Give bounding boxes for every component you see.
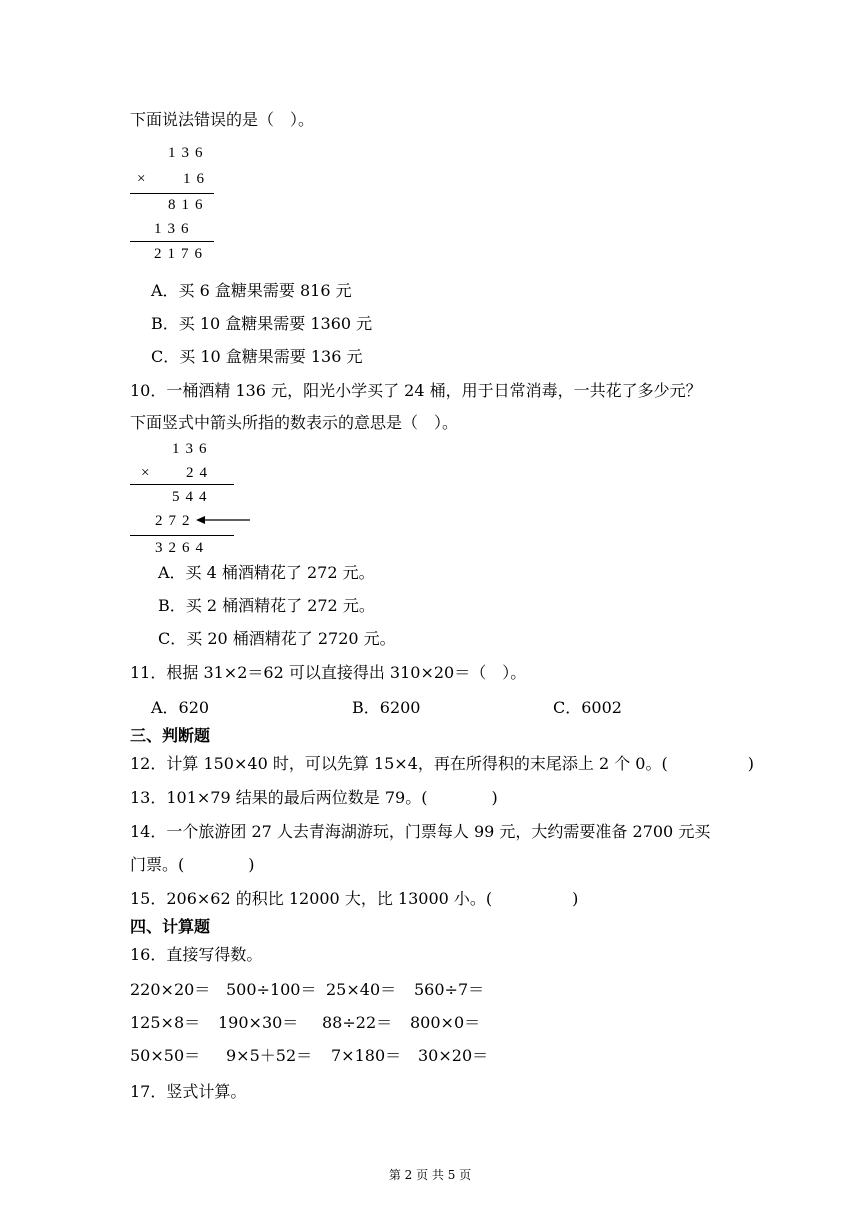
q16-item: 9×5＋52＝ bbox=[226, 1046, 313, 1065]
q9-option-a: A．买 6 盒糖果需要 816 元 bbox=[151, 281, 352, 300]
q10-line-1: 10．一桶酒精 136 元，阳光小学买了 24 桶，用于日常消毒，一共花了多少元？ bbox=[130, 381, 702, 400]
q16-item: 25×40＝ bbox=[326, 980, 397, 999]
q11-option-b: B．6200 bbox=[352, 698, 421, 717]
q11-option-a: A．620 bbox=[151, 698, 210, 717]
q12: 12．计算 150×40 时，可以先算 15×4，再在所得积的末尾添上 2 个 0。( ) bbox=[130, 754, 754, 773]
q9-partial-2: 136 bbox=[154, 221, 195, 237]
q9-stem: 下面说法错误的是（ ）。 bbox=[130, 110, 315, 129]
q9-partial-1: 816 bbox=[168, 197, 209, 213]
q10-option-b: B．买 2 桶酒精花了 272 元。 bbox=[158, 596, 375, 615]
q17-stem: 17．竖式计算。 bbox=[130, 1082, 247, 1101]
q11-stem: 11．根据 31×2＝62 可以直接得出 310×20＝（ ）。 bbox=[130, 663, 527, 682]
q16-item: 560÷7＝ bbox=[414, 980, 485, 999]
q9-total: 2176 bbox=[154, 246, 208, 262]
q15: 15．206×62 的积比 12000 大，比 13000 小。( ) bbox=[130, 889, 579, 908]
q16-item: 125×8＝ bbox=[130, 1013, 201, 1032]
section-4-title: 四、计算题 bbox=[130, 917, 211, 936]
q16-item: 500÷100＝ bbox=[226, 980, 317, 999]
q10-partial-1: 544 bbox=[172, 489, 213, 505]
q10-partial-2: 272 bbox=[155, 513, 196, 529]
q14-line-1: 14．一个旅游团 27 人去青海湖游玩，门票每人 99 元，大约需要准备 2700 元买 bbox=[130, 822, 711, 841]
q10-times-sign: × bbox=[141, 465, 150, 481]
q11-option-c: C．6002 bbox=[553, 698, 622, 717]
q9-row1: 136 bbox=[168, 145, 209, 161]
q9-times-sign: × bbox=[137, 171, 146, 187]
q16-item: 88÷22＝ bbox=[322, 1013, 393, 1032]
q10-rule-2 bbox=[130, 535, 234, 536]
q10-row1: 136 bbox=[172, 441, 213, 457]
q10-line-2: 下面竖式中箭头所指的数表示的意思是（ ）。 bbox=[130, 413, 459, 432]
q9-option-c: C．买 10 盒糖果需要 136 元 bbox=[151, 347, 363, 366]
q10-option-c: C．买 20 桶酒精花了 2720 元。 bbox=[158, 629, 396, 648]
q16-item: 220×20＝ bbox=[130, 980, 211, 999]
q16-item: 190×30＝ bbox=[218, 1013, 299, 1032]
q16-stem: 16．直接写得数。 bbox=[130, 945, 263, 964]
page-footer: 第 2 页 共 5 页 bbox=[388, 1168, 472, 1182]
q9-rule-2 bbox=[130, 241, 214, 242]
q9-option-b: B．买 10 盒糖果需要 1360 元 bbox=[151, 314, 373, 333]
q16-item: 30×20＝ bbox=[418, 1046, 489, 1065]
q10-rule-1 bbox=[130, 484, 234, 485]
q9-rule-1 bbox=[130, 193, 214, 194]
section-3-title: 三、判断题 bbox=[130, 726, 211, 745]
q16-item: 800×0＝ bbox=[410, 1013, 481, 1032]
q16-item: 50×50＝ bbox=[130, 1046, 201, 1065]
q13: 13．101×79 结果的最后两位数是 79。( ) bbox=[130, 788, 498, 807]
q10-total: 3264 bbox=[155, 540, 209, 556]
q10-row2: 24 bbox=[186, 465, 213, 481]
q10-arrow-icon bbox=[196, 512, 252, 528]
q14-line-2: 门票。( ) bbox=[130, 855, 255, 874]
q9-row2: 16 bbox=[183, 171, 210, 187]
q10-option-a: A．买 4 桶酒精花了 272 元。 bbox=[158, 563, 375, 582]
q16-item: 7×180＝ bbox=[331, 1046, 402, 1065]
